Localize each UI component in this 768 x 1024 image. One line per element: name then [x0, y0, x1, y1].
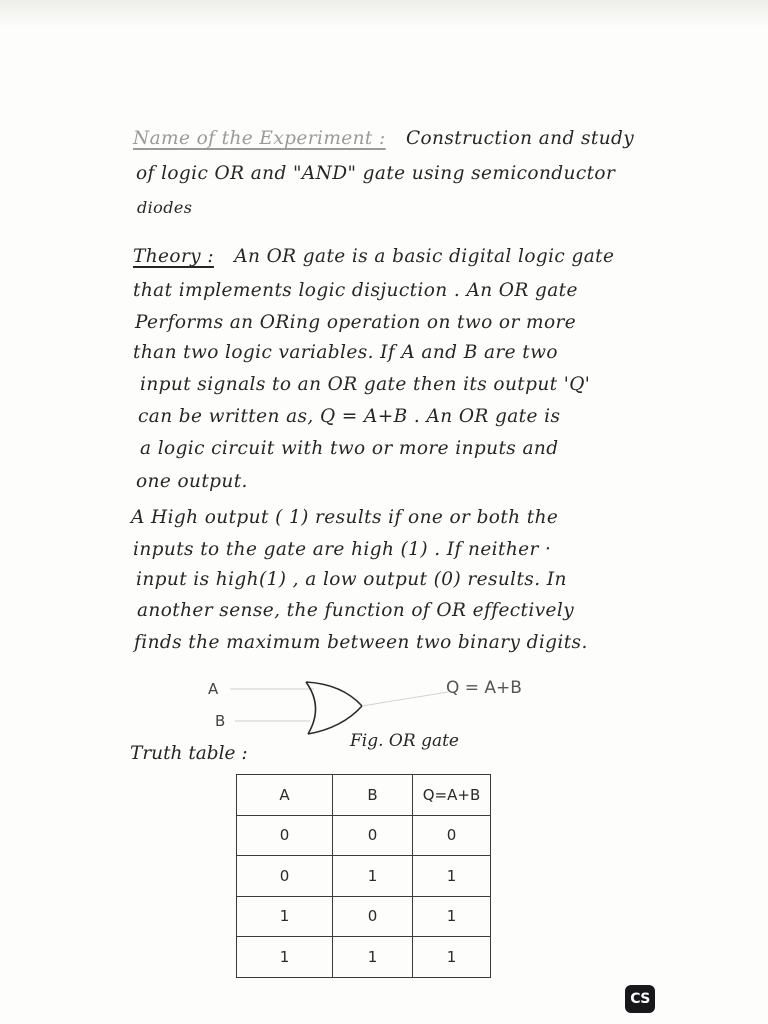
cell-q: 1: [413, 856, 491, 897]
cell-a: 1: [237, 896, 333, 937]
theory-line-11: input is high(1) , a low output (0) results. In: [136, 569, 567, 590]
cell-a: 0: [237, 856, 333, 897]
gate-body-curve: [306, 682, 362, 734]
theory-label: Theory :: [133, 246, 214, 267]
theory-line-4: than two logic variables. If A and B are two: [133, 342, 558, 363]
header-a: A: [237, 775, 333, 816]
gate-back-curve: [306, 682, 316, 734]
table-row: [237, 937, 491, 978]
cell-a: 0: [237, 815, 333, 856]
camscanner-logo: CS: [625, 985, 655, 1013]
truth-table-header-row: [237, 775, 491, 816]
table-row: [237, 896, 491, 937]
experiment-title-part1: Construction and study: [405, 128, 635, 149]
table-row: [237, 856, 491, 897]
cell-q: 0: [413, 815, 491, 856]
table-row: [237, 815, 491, 856]
theory-line-12: another sense, the function of OR effectively: [137, 600, 575, 621]
theory-line-5: input signals to an OR gate then its output 'Q': [140, 374, 591, 395]
cell-b: 0: [333, 896, 413, 937]
theory-line-8: one output.: [136, 471, 248, 492]
theory-line-9: A High output ( 1) results if one or both the: [131, 507, 559, 528]
theory-line-6: can be written as, Q = A+B . An OR gate is: [138, 406, 561, 427]
theory-line-10: inputs to the gate are high (1) . If neither ·: [133, 539, 552, 560]
experiment-heading-line1: [133, 128, 634, 149]
figure-caption: Fig. OR gate: [350, 731, 459, 751]
gate-input-a-label: A: [208, 680, 219, 698]
cell-b: 1: [333, 856, 413, 897]
theory-line-7: a logic circuit with two or more inputs and: [140, 438, 559, 459]
page-top-edge: [0, 0, 768, 28]
cell-q: 1: [413, 896, 491, 937]
experiment-label: Name of the Experiment :: [133, 128, 386, 149]
experiment-heading-line2: of logic OR and "AND" gate using semiconductor: [136, 163, 616, 184]
theory-line-2: that implements logic disjuction . An OR gate: [133, 280, 578, 301]
cell-a: 1: [237, 937, 333, 978]
cell-b: 1: [333, 937, 413, 978]
truth-table-title: Truth table :: [130, 743, 248, 764]
truth-table: [236, 774, 491, 978]
header-b: B: [333, 775, 413, 816]
experiment-heading-line3: diodes: [137, 198, 193, 217]
theory-text-1: An OR gate is a basic digital logic gate: [234, 246, 615, 267]
output-wire: [362, 692, 448, 706]
theory-line-3: Performs an ORing operation on two or more: [135, 312, 577, 333]
gate-output-label: Q = A+B: [446, 678, 522, 698]
cell-q: 1: [413, 937, 491, 978]
theory-line-1: [133, 246, 614, 267]
header-q: Q=A+B: [413, 775, 491, 816]
theory-line-13: finds the maximum between two binary digits.: [134, 632, 588, 653]
cell-b: 0: [333, 815, 413, 856]
gate-input-b-label: B: [215, 712, 226, 730]
